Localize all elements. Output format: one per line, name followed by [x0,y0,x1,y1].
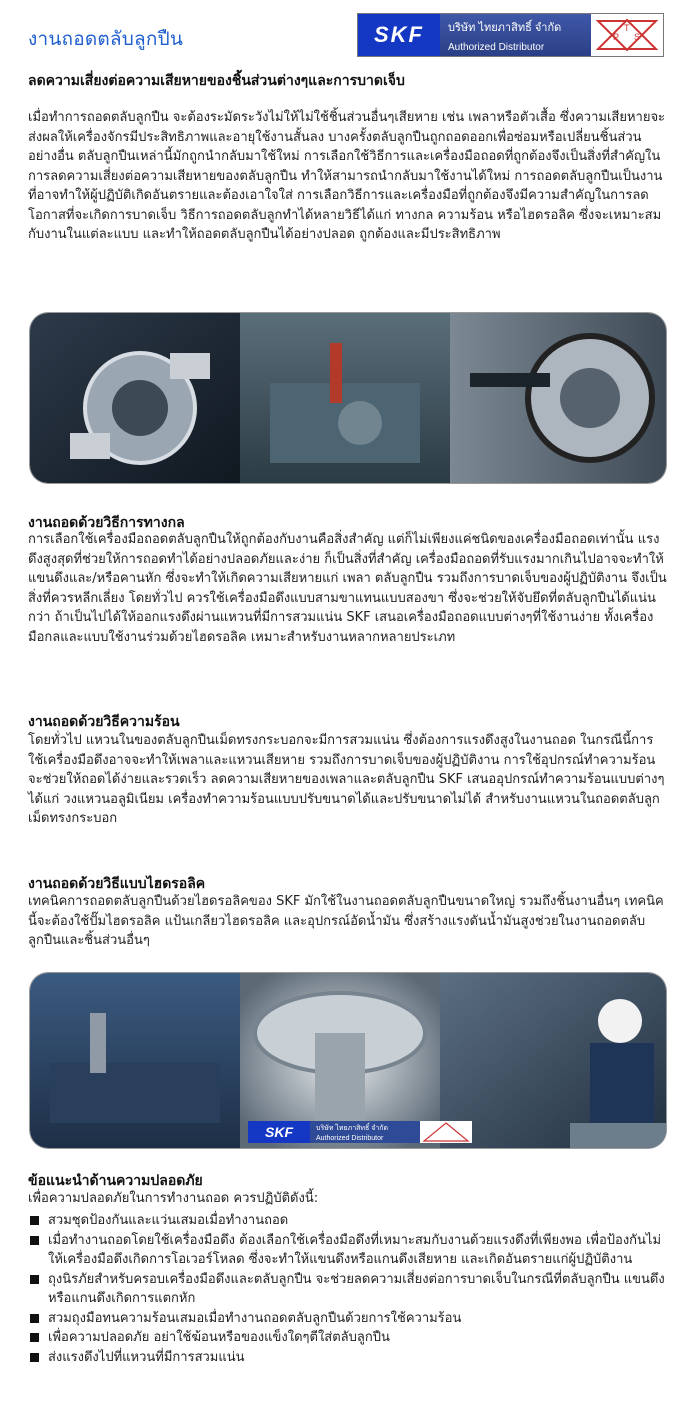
mechanical-heading: งานถอดด้วยวิธีการทางกล [28,515,185,531]
safety-list [28,1211,673,1367]
square-bullet-icon [30,1314,39,1323]
svg-text:T: T [624,23,630,33]
list-item [28,1231,673,1270]
list-item [28,1211,673,1231]
intro-paragraph: เมื่อทำการถอดตลับลูกปืน จะต้องระมัดระวังไม่ให้ไม่ใช้ชิ้นส่วนอื่นๆเสียหาย เช่น เพลาหรือตัวเสื้อ ซึ่งความเสียหายจะส่งผลให้เครื่องจักรมีประสิทธิภาพและอายุใช้งานสั้นลง บางครั้งตลับลูกปืนถูกถอดออกเพื่อซ่อมหรือเปลี่ยนชิ้นส่วนอย่างอื่น ตลับลูกปืนเหล่านี้มักถูกนำกลับมาใช้ใหม่ การเลือกใช้วิธีการและเครื่องมือถอดที่ถูกต้องจึงเป็นสิ่งที่สำคัญในการลดความเสี่ยงต่อความเสียหายของตลับลูกปืน ทำให้สามารถนำกลับมาใช้งานได้ใหม่ การถอดตลับลูกปืนเป็นงานที่อาจทำให้ผู้ปฏิบัติเกิดอันตรายและต้องเอาใจใส่ การเลือกวิธีการและเครื่องมือที่ถูกต้องจึงมีความสำคัญในการลดโอกาสที่จะเกิดการบาดเจ็บ วิธีการถอดตลับลูกทำได้หลายวิธีได้แก่ ทางกล ความร้อน หรือไฮดรอลิค ซึ่งจะเหมาะสมกับงานในแต่ละแบบ และทำให้ถอดตลับลูกปืนได้อย่างปลอด ถูกต้องและมีประสิทธิภาพ [28,110,666,242]
list-item [28,1270,673,1309]
pts-logo-icon [591,14,663,56]
safety-item-text: เมื่อทำงานถอดโดยใช้เครื่องมือดึง ต้องเลือกใช้เครื่องมือดึงที่เหมาะสมกับงานด้วยแรงดึงที่เพียงพอ เพื่อป้องกันไม่ให้เครื่องมือดึงเกิดการโอเวอร์โหลด ซึ่งจะทำให้แขนดึงหรือแกนดึงเสียหาย และเกิดอันตรายแก่ผู้ปฏิบัติงาน [48,1232,662,1267]
heat-paragraph: โดยทั่วไป แหวนในของตลับลูกปืนเม็ดทรงกระบอกจะมีการสวมแน่น ซึ่งต้องการแรงดึงสูงในงานถอด ในกรณีนี้การใช้เครื่องมือดึงอาจจะทำให้เพลาและแหวนเสียหาย รวมถึงการบาดเจ็บของผู้ปฏิบัติงาน การใช้อุปกรณ์ทำความร้อนจะช่วยให้ถอดได้ง่ายและรวดเร็ว ลดความเสียหายของเพลาและตลับลูกปืน SKF เสนออุปกรณ์ทำความร้อนแบบต่างๆ ได้แก่ วงแหวนอลูมิเนียม เครื่องทำความร้อนแบบปรับขนาดได้และปรับขนาดไม่ได้ สำหรับงานแหวนในถอดตลับลูกเม็ดทรงกระบอก [28,733,665,826]
mechanical-paragraph: การเลือกใช้เครื่องมือถอดตลับลูกปืนให้ถูกต้องกับงานคือสิ่งสำคัญ แต่ก็ไม่เพียงแค่ชนิดของเครื่องมือถอดเท่านั้น แรงดึงสูงสุดที่ช่วยให้การถอดทำได้อย่างปลอดภัยและง่าย ก็เป็นสิ่งที่สำคัญ เครื่องมือถอดที่รับแรงมากเกินไปอาจจะทำให้แขนดึงและ/หรือคานหัก ซึ่งจะทำให้เกิดความเสียหายแก่ เพลา ตลับลูกปืน รวมถึงการบาดเจ็บของผู้ปฏิบัติงาน จึงเป็นสิ่งที่ควรหลีกเลี่ยง โดยทั่วไป ควรใช้เครื่องมือดึงแบบสามขาแทนแบบสองขา ซึ่งจะช่วยให้จับยึดที่ตลับลูกปืนได้แน่นกว่า ถ้าเป็นไปได้ให้ออกแรงดึงผ่านแหวนที่มีการสวมแน่น SKF เสนอเครื่องมือถอดแบบต่างๆที่ใช้งานง่าย ทั้งเครื่องมือกลและแบบใช้งานร่วมด้วยไฮดรอลิค เหมาะสำหรับงานหลากหลายประเภท [28,532,667,645]
list-item [28,1328,673,1348]
strip-distributor-company: บริษัท ไทยภาสิทธิ์ จำกัด [316,1125,389,1132]
skf-distributor-banner [357,13,664,57]
hydraulic-photo-strip [30,973,666,1148]
svg-text:S: S [634,32,641,42]
safety-heading: ข้อแนะนำด้านความปลอดภัย [28,1173,203,1189]
hydraulic-paragraph: เทคนิคการถอดตลับลูกปืนด้วยไฮดรอลิคของ SKF มักใช้ในงานถอดตลับลูกปืนขนาดใหญ่ รวมถึงชิ้นงานอื่นๆ เทคนิคนี้จะต้องใช้ปั๊มไฮดรอลิค แป้นเกลียวไฮดรอลิค และอุปกรณ์อัดน้ำมัน ซึ่งสร้างแรงดันน้ำมันสูงช่วยในงานถอดตลับลูกปืนและชิ้นส่วนอื่นๆ [28,894,664,948]
square-bullet-icon [30,1353,39,1362]
safety-intro: เพื่อความปลอดภัยในการทำงานถอด ควรปฏิบัติดังนี้: [28,1191,319,1206]
strip-distributor-role: Authorized Distributor [316,1135,384,1142]
skf-logo: SKF [358,14,440,56]
distributor-company: บริษัท ไทยภาสิทธิ์ จำกัด [448,21,562,34]
svg-text:P: P [613,32,620,42]
list-item [28,1309,673,1329]
bearing-removal-photo-strip [30,313,666,483]
safety-item-text: ถุงนิรภัยสำหรับครอบเครื่องมือดึงและตลับลูกปืน จะช่วยลดความเสี่ยงต่อการบาดเจ็บในกรณีที่ตลับลูกปืน แขนดึงหรือแกนดึงเกิดการแตกหัก [48,1271,665,1306]
hydraulic-heading: งานถอดด้วยวิธีแบบไฮดรอลิค [28,876,206,892]
square-bullet-icon [30,1275,39,1284]
square-bullet-icon [30,1216,39,1225]
heat-heading: งานถอดด้วยวิธีความร้อน [28,714,180,730]
safety-item-text: สวมถุงมือทนความร้อนเสมอเมื่อทำงานถอดตลับลูกปืนด้วยการใช้ความร้อน [48,1310,462,1326]
page-title: งานถอดตลับลูกปืน [28,28,184,50]
list-item [28,1348,673,1368]
square-bullet-icon [30,1236,39,1245]
safety-item-text: ส่งแรงดึงไปที่แหวนที่มีการสวมแน่น [48,1349,245,1365]
distributor-role: Authorized Distributor [448,41,545,53]
safety-item-text: เพื่อความปลอดภัย อย่าใช้ฆ้อนหรือของแข็งใดๆตีใส่ตลับลูกปืน [48,1330,390,1345]
page-subtitle: ลดความเสี่ยงต่อความเสียหายของชิ้นส่วนต่างๆและการบาดเจ็บ [28,73,405,89]
distributor-info [440,14,591,56]
skf-strip-logo: SKF [265,1124,293,1140]
square-bullet-icon [30,1333,39,1342]
safety-item-text: สวมชุดป้องกันและแว่นเสมอเมื่อทำงานถอด [48,1213,289,1228]
